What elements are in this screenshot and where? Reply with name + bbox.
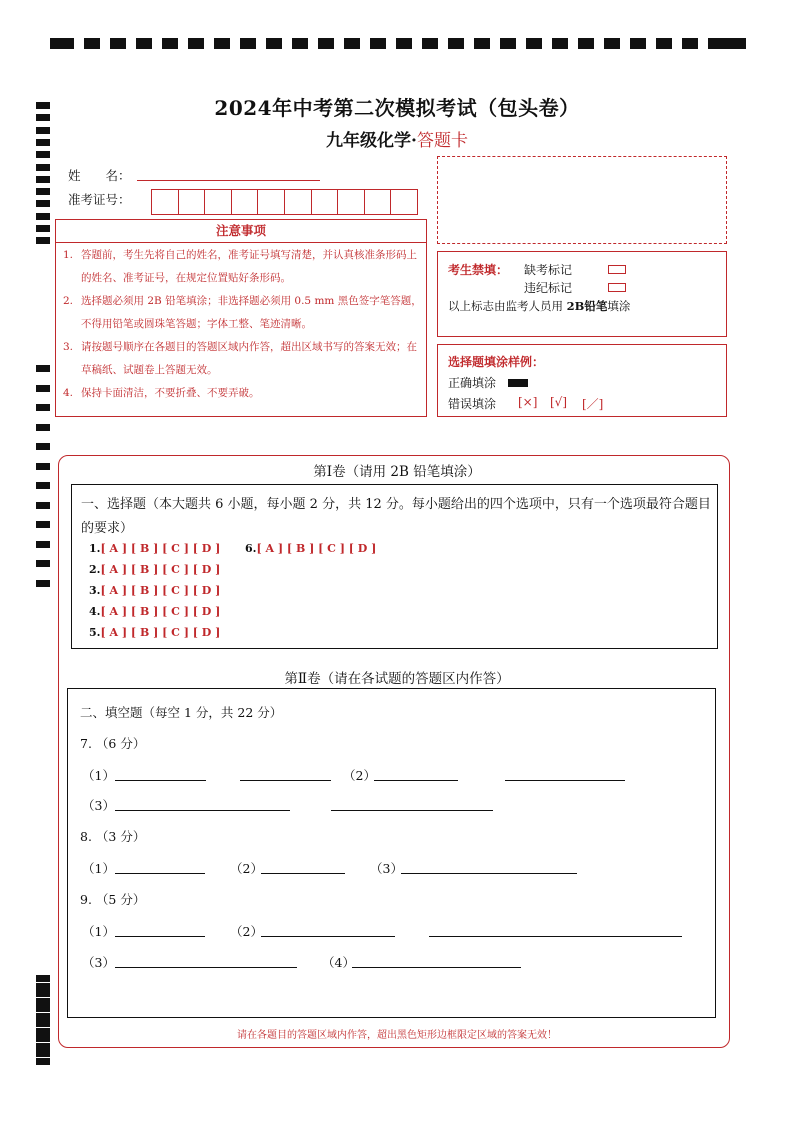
choice-q5[interactable] — [89, 626, 220, 639]
timing-mark — [36, 365, 50, 372]
choice-q6[interactable] — [245, 542, 376, 555]
q9-label: 9. （5 分） — [80, 892, 146, 907]
id-digit-box[interactable] — [391, 190, 417, 214]
absent-mark-box[interactable] — [608, 265, 626, 274]
wrong-mark-check: [√] — [550, 395, 568, 409]
id-digit-box[interactable] — [205, 190, 232, 214]
fill-sample-box — [437, 344, 727, 417]
id-digit-box[interactable] — [152, 190, 179, 214]
id-label: 准考证号： — [68, 192, 131, 207]
page-title: 2024年中考第二次模拟考试（包头卷） — [214, 96, 580, 120]
timing-mark — [36, 1005, 50, 1012]
q8-blank1-label: （1） — [82, 861, 115, 876]
page-subtitle — [0, 126, 794, 151]
notice-num: 1. — [63, 249, 74, 261]
forbid-note-bold: 2B铅笔 — [566, 299, 608, 313]
wrong-mark-x: [×] — [518, 395, 538, 409]
correct-fill-mark — [508, 379, 528, 387]
id-digit-box[interactable] — [365, 190, 392, 214]
notice-text: 保持卡面清洁，不要折叠、不要弄破。 — [81, 387, 260, 399]
q8-blank2[interactable] — [261, 873, 345, 874]
id-digit-box[interactable] — [258, 190, 285, 214]
name-field[interactable] — [137, 180, 320, 181]
notice-item — [63, 336, 423, 382]
timing-mark — [36, 424, 50, 431]
q8-blank3-label: （3） — [370, 861, 403, 876]
barcode-area — [437, 156, 727, 244]
q7-blank3-label: （3） — [82, 798, 115, 813]
notice-num: 2. — [63, 295, 74, 307]
q8-blank2-label: （2） — [230, 861, 263, 876]
q9-blank1-label: （1） — [82, 924, 115, 939]
q9-blank4[interactable] — [352, 967, 521, 968]
q-options[interactable]: [ A ] [ B ] [ C ] [ D ] — [256, 542, 377, 555]
q9-blank2-label: （2） — [230, 924, 263, 939]
wrong-fill-label: 错误填涂 — [448, 397, 497, 411]
exam-id-boxes[interactable] — [151, 189, 418, 215]
notice-text: 选择题必须用 2B 铅笔填涂；非选择题必须用 0.5 mm 黑色签字笔答题，不得用铅笔或圆珠笔答题；字体工整、笔迹清晰。 — [81, 295, 422, 330]
q7-blank1b[interactable] — [240, 780, 331, 781]
q-options[interactable]: [ A ] [ B ] [ C ] [ D ] — [100, 584, 221, 597]
q-options[interactable]: [ A ] [ B ] [ C ] [ D ] — [100, 605, 221, 618]
footer-warning: 请在各题目的答题区域内作答，超出黑色矩形边框限定区域的答案无效！ — [237, 1030, 557, 1041]
timing-mark — [36, 1013, 50, 1020]
notice-num: 3. — [63, 341, 74, 353]
forbid-label: 考生禁填： — [448, 263, 509, 277]
timing-mark — [36, 1050, 50, 1057]
notice-num: 4. — [63, 387, 74, 399]
violation-mark-box[interactable] — [608, 283, 626, 292]
id-digit-box[interactable] — [338, 190, 365, 214]
id-digit-box[interactable] — [285, 190, 312, 214]
timing-mark — [36, 983, 50, 990]
timing-mark — [36, 541, 50, 548]
timing-mark — [36, 188, 50, 195]
q-num: 1. — [89, 542, 101, 555]
notice-box — [55, 219, 427, 417]
q-num: 4. — [89, 605, 101, 618]
timing-mark — [36, 560, 50, 567]
sample-title: 选择题填涂样例： — [448, 355, 545, 369]
timing-mark — [36, 404, 50, 411]
choice-heading: 一、选择题（本大题共 6 小题，每小题 2 分，共 12 分。每小题给出的四个选项中，只有一个选项最符合题目的要求） — [81, 497, 711, 536]
q9-blank2[interactable] — [261, 936, 395, 937]
q9-blank4-label: （4） — [322, 955, 355, 970]
notice-text: 答题前，考生先将自己的姓名，准考证号填写清楚，并认真核准条形码上的姓名、准考证号，在规定位置贴好条形码。 — [81, 249, 417, 284]
timing-mark — [36, 164, 50, 171]
fill-heading: 二、填空题（每空 1 分，共 22 分） — [80, 705, 283, 720]
timing-mark — [36, 521, 50, 528]
q-num: 6. — [245, 542, 257, 555]
q-num: 3. — [89, 584, 101, 597]
timing-mark — [36, 151, 50, 158]
correct-fill-label: 正确填涂 — [448, 376, 497, 390]
choice-q3[interactable] — [89, 584, 220, 597]
timing-mark — [36, 990, 50, 997]
timing-marks-top — [50, 38, 746, 51]
q9-blank1[interactable] — [115, 936, 205, 937]
notice-heading: 注意事项 — [56, 220, 426, 243]
timing-mark — [36, 1058, 50, 1065]
q7-blank2-label: （2） — [343, 768, 376, 783]
timing-mark — [36, 482, 50, 489]
id-digit-box[interactable] — [232, 190, 259, 214]
q8-blank3[interactable] — [401, 873, 577, 874]
violation-mark-label: 违纪标记 — [524, 281, 573, 295]
part1-title: 第Ⅰ卷（请用 2B 铅笔填涂） — [313, 464, 481, 480]
timing-mark — [36, 443, 50, 450]
timing-mark — [36, 502, 50, 509]
timing-mark — [36, 200, 50, 207]
q-num: 2. — [89, 563, 101, 576]
timing-mark — [36, 237, 50, 244]
timing-mark — [36, 225, 50, 232]
notice-item — [63, 382, 423, 405]
id-digit-box[interactable] — [179, 190, 206, 214]
q-options[interactable]: [ A ] [ B ] [ C ] [ D ] — [100, 542, 221, 555]
q7-blank2b[interactable] — [505, 780, 625, 781]
timing-mark — [36, 580, 50, 587]
wrong-mark-slash: [／] — [582, 397, 604, 411]
q9-blank3-label: （3） — [82, 955, 115, 970]
q7-blank1-label: （1） — [82, 768, 115, 783]
subtitle-red: 答题卡 — [416, 131, 468, 151]
timing-mark — [36, 176, 50, 183]
q7-label: 7. （6 分） — [80, 736, 146, 751]
forbid-note-pre: 以上标志由监考人员用 — [448, 299, 563, 313]
name-label: 姓 名： — [68, 168, 131, 183]
q7-blank1[interactable] — [115, 780, 206, 781]
q7-blank3b[interactable] — [331, 810, 493, 811]
choice-q2[interactable] — [89, 563, 220, 576]
timing-mark — [36, 975, 50, 982]
notice-text: 请按题号顺序在各题目的答题区域内作答，超出区域书写的答案无效；在草稿纸、试题卷上答题无效。 — [81, 341, 417, 376]
q-options[interactable]: [ A ] [ B ] [ C ] [ D ] — [100, 626, 221, 639]
q-num: 5. — [89, 626, 101, 639]
choice-q4[interactable] — [89, 605, 220, 618]
choice-section-box — [71, 484, 718, 649]
notice-item — [63, 290, 423, 336]
choice-q1[interactable] — [89, 542, 220, 555]
timing-mark — [36, 213, 50, 220]
absent-mark-label: 缺考标记 — [524, 263, 573, 277]
timing-mark — [36, 1043, 50, 1050]
fill-section-box — [67, 688, 716, 1018]
q-options[interactable]: [ A ] [ B ] [ C ] [ D ] — [100, 563, 221, 576]
forbid-note-post: 填涂 — [607, 299, 631, 313]
q9-blank2b[interactable] — [429, 936, 682, 937]
q7-blank3[interactable] — [115, 810, 290, 811]
q7-blank2[interactable] — [374, 780, 458, 781]
q9-blank3[interactable] — [115, 967, 297, 968]
forbid-note — [448, 298, 630, 314]
q8-blank1[interactable] — [115, 873, 205, 874]
timing-mark — [36, 385, 50, 392]
examiner-marks-box — [437, 251, 727, 337]
subtitle-main: 九年级化学· — [326, 131, 417, 151]
notice-item — [63, 244, 423, 290]
timing-mark — [36, 998, 50, 1005]
q8-label: 8. （3 分） — [80, 829, 146, 844]
id-digit-box[interactable] — [312, 190, 339, 214]
part2-title: 第Ⅱ卷（请在各试题的答题区内作答） — [284, 671, 510, 687]
